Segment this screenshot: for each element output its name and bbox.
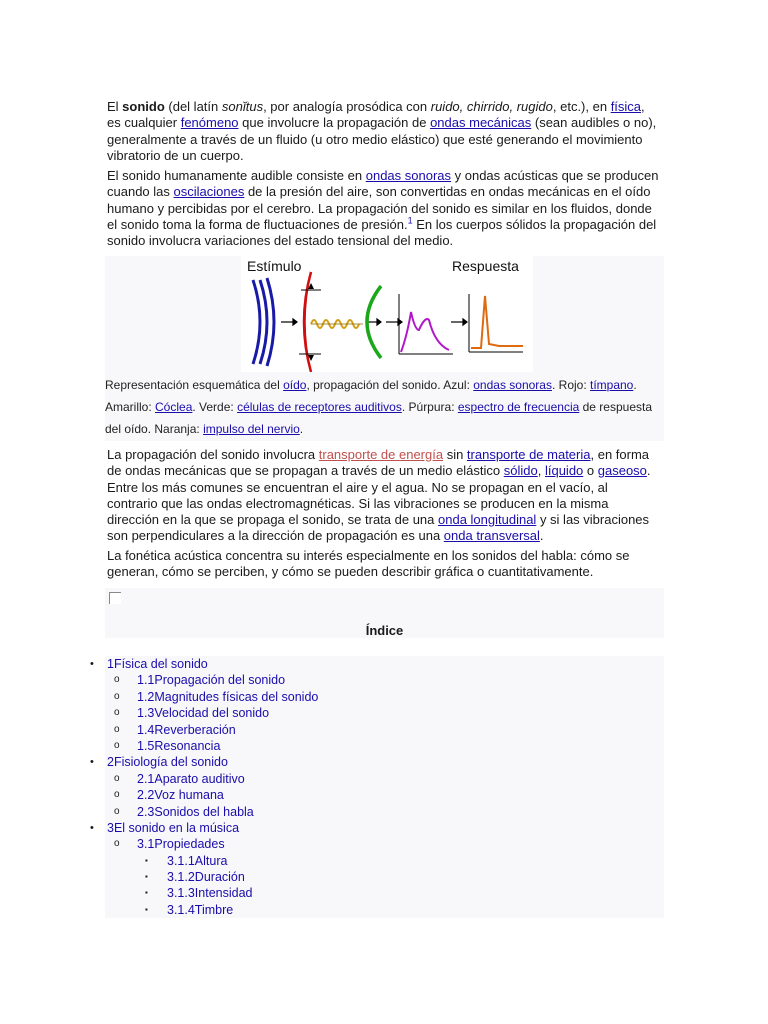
text-run: En los cuerpos sólidos la propagación del sonido involucra variaciones del estado tensional del medio.	[107, 216, 657, 249]
toc-item[interactable]	[0, 885, 768, 901]
toc-link[interactable]: 3.1.1Altura	[167, 853, 228, 868]
link-ondas-sonoras[interactable]: ondas sonoras	[365, 168, 452, 183]
phonetics-paragraph: La fonética acústica concentra su interés especialmente en los sonidos del habla: cómo se generan, cómo se perciben, y cómo se pueden describir gráfica o cuantitativamente.	[107, 548, 630, 580]
toc-link[interactable]: 3.1Propiedades	[137, 837, 225, 852]
text-run: .	[539, 528, 544, 544]
toc-toggle-checkbox-icon[interactable]	[109, 592, 121, 604]
link-gaseoso[interactable]: gaseoso	[597, 463, 647, 479]
link-ondas-mecanicas[interactable]: ondas mecánicas	[430, 115, 532, 131]
list-bullet-icon: o	[114, 723, 120, 735]
stimulus-label: Estímulo	[247, 258, 302, 274]
response-label: Respuesta	[452, 258, 519, 274]
toc-link[interactable]: 1.4Reverberación	[137, 722, 236, 737]
list-bullet-icon: o	[114, 805, 120, 817]
toc-header	[105, 588, 664, 638]
link-liquido[interactable]: líquido	[544, 463, 584, 479]
link-transporte-materia[interactable]: transporte de materia	[466, 447, 591, 462]
link-onda-longitudinal[interactable]: onda longitudinal	[438, 512, 537, 528]
list-bullet-icon: ▪	[145, 888, 148, 898]
toc-link[interactable]: 1.1Propagación del sonido	[137, 673, 286, 688]
toc-link[interactable]: 1.5Resonancia	[137, 738, 221, 753]
toc-link[interactable]: 3.1.2Duración	[167, 870, 245, 885]
text-run: . Entre los más comunes se encuentran el aire y el agua. No se propagan en el vacío, al contrario que las ondas electromagnéticas. Si las vibraciones se producen en la misma dirección en la que se propaga el sonido, se trata de una	[107, 463, 651, 528]
list-bullet-icon: o	[114, 838, 120, 850]
intro-paragraph	[107, 99, 660, 164]
list-bullet-icon: o	[114, 772, 120, 784]
toc-item[interactable]	[0, 804, 768, 820]
toc-item[interactable]	[0, 820, 768, 836]
toc-item[interactable]	[0, 902, 768, 918]
list-bullet-icon: •	[90, 821, 94, 834]
text-run: El sonido humanamente audible consiste en	[107, 168, 366, 183]
text-run: . Verde:	[192, 400, 238, 414]
list-bullet-icon: •	[90, 658, 94, 670]
toc-link[interactable]: 3El sonido en la música	[107, 820, 240, 835]
text-run: sin	[443, 447, 467, 462]
toc-link[interactable]: 2.3Sonidos del habla	[137, 804, 254, 819]
text-run: ,	[537, 463, 545, 479]
latin-term: sonĭtus	[221, 99, 264, 114]
link-ondas-sonoras-caption[interactable]: ondas sonoras	[473, 378, 552, 392]
toc-link[interactable]: 3.1.3Intensidad	[167, 886, 253, 901]
toc-link[interactable]: 1.2Magnitudes físicas del sonido	[137, 689, 319, 704]
list-bullet-icon: o	[114, 690, 120, 702]
toc-link[interactable]: 1.3Velocidad del sonido	[137, 706, 270, 721]
text-run: . Amarillo:	[105, 378, 637, 414]
text-run: , en forma de ondas mecánicas que se propagan a través de un medio elástico	[107, 447, 650, 479]
toc-item[interactable]	[0, 689, 768, 705]
text-run: o	[583, 463, 598, 479]
toc-item[interactable]	[0, 836, 768, 852]
list-bullet-icon: o	[114, 707, 120, 719]
link-transporte-energia[interactable]: transporte de energía	[318, 447, 444, 462]
list-bullet-icon: ▪	[145, 904, 148, 914]
toc-item[interactable]	[0, 738, 768, 754]
text-run: . Púrpura:	[401, 400, 458, 414]
toc-link[interactable]: 2.2Voz humana	[137, 788, 224, 803]
link-espectro-frecuencia[interactable]: espectro de frecuencia	[457, 400, 580, 414]
toc-title: Índice	[365, 623, 404, 638]
toc-item[interactable]	[0, 656, 768, 672]
link-timpano[interactable]: tímpano	[590, 378, 634, 392]
text-run: . Rojo:	[551, 378, 590, 392]
toc-item[interactable]	[0, 722, 768, 738]
link-celulas-receptores[interactable]: células de receptores auditivos	[237, 400, 402, 414]
toc-link[interactable]: 1Física del sonido	[107, 657, 208, 671]
link-oscilaciones[interactable]: oscilaciones	[173, 184, 245, 200]
text-run: que involucre la propagación de	[238, 115, 431, 131]
link-coclea[interactable]: Cóclea	[155, 400, 193, 414]
toc-item[interactable]	[0, 672, 768, 688]
list-bullet-icon: ▪	[145, 872, 148, 882]
link-fenomeno[interactable]: fenómeno	[180, 115, 239, 131]
toc-item[interactable]	[0, 754, 768, 770]
link-onda-transversal[interactable]: onda transversal	[443, 528, 540, 544]
text-run: , etc.), en	[552, 99, 611, 114]
propagation-paragraph	[107, 447, 660, 545]
text-run: Representación esquemática del	[105, 378, 284, 392]
toc-list	[0, 656, 768, 918]
text-run: (del latín	[164, 99, 222, 114]
term-sonido: sonido	[122, 99, 165, 114]
toc-link[interactable]: 3.1.4Timbre	[167, 902, 234, 917]
toc-item[interactable]	[0, 853, 768, 869]
text-run: (sean audibles o no), generalmente a través de un fluido (u otro medio elástico) que esté generando el movimiento vibratorio de un cuerpo.	[107, 115, 657, 163]
text-run: de respuesta del oído. Naranja:	[105, 400, 652, 436]
toc-item[interactable]	[0, 705, 768, 721]
text-run: y ondas acústicas que se producen cuando las	[107, 168, 659, 200]
list-bullet-icon: o	[114, 739, 120, 751]
toc-link[interactable]: 2Fisiología del sonido	[107, 755, 228, 770]
ear-schematic-image	[241, 256, 533, 372]
toc-item[interactable]	[0, 787, 768, 803]
text-run: , por analogía prosódica con	[263, 99, 431, 114]
toc-item[interactable]	[0, 869, 768, 885]
ear-diagram-figure	[105, 256, 664, 441]
list-bullet-icon: •	[90, 756, 94, 769]
text-run: .	[299, 422, 304, 436]
link-oido[interactable]: oído	[283, 378, 307, 392]
text-run: de la presión del aire, son convertidas en ondas mecánicas en el oído humano y percibidas por el cerebro. La propagación del sonido es similar en los fluidos, donde el sonido toma la forma de fluctuaciones de presión.	[107, 184, 652, 232]
text-run: , es cualquier	[107, 99, 645, 131]
text-run: La propagación del sonido involucra	[107, 447, 319, 462]
examples-italic: ruido, chirrido, rugido	[430, 99, 553, 114]
list-bullet-icon: ▪	[145, 855, 148, 865]
audible-sound-paragraph	[107, 168, 660, 249]
list-bullet-icon: o	[114, 789, 120, 801]
text-run: El	[107, 99, 123, 114]
toc-link[interactable]: 2.1Aparato auditivo	[137, 771, 245, 786]
link-impulso-nervio[interactable]: impulso del nervio	[203, 422, 300, 436]
link-fisica[interactable]: física	[610, 99, 642, 114]
text-run: , propagación del sonido. Azul:	[306, 378, 474, 392]
text-run: y si las vibraciones son perpendiculares a la dirección de propagación es una	[107, 512, 650, 544]
link-solido[interactable]: sólido	[503, 463, 538, 479]
figure-caption	[105, 374, 660, 440]
list-bullet-icon: o	[114, 674, 120, 686]
toc-item[interactable]	[0, 771, 768, 787]
reference-superscript[interactable]: 1	[407, 215, 413, 226]
